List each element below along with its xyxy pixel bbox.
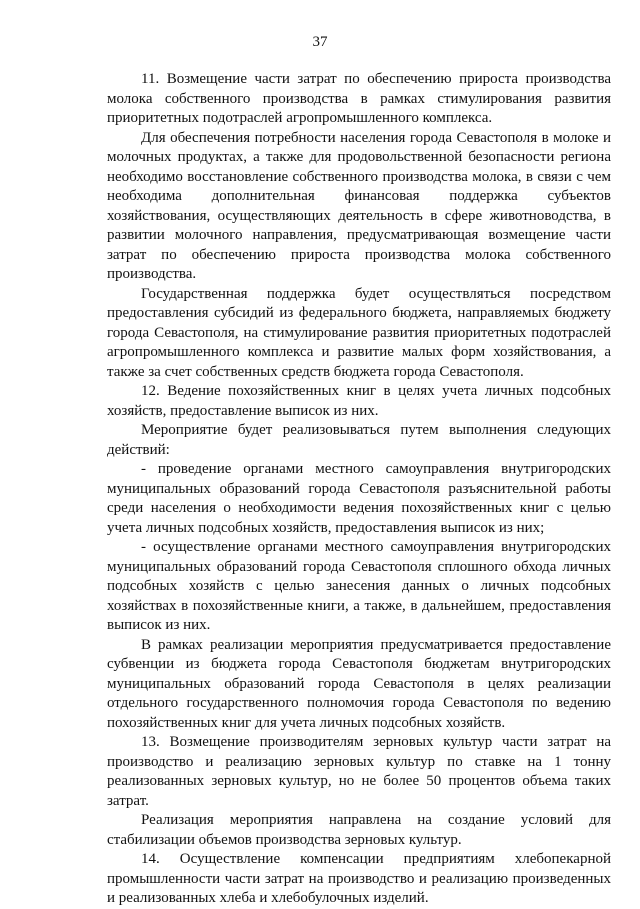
page-number: 37 — [312, 34, 328, 50]
paragraph-action-household-survey: - осуществление органами местного самоуправления внутригородских муниципальных образований города Севастополя сплошного обхода личных подсобных хозяйств с целью занесения данных о личных подсобных хозяйствах в похозяйственные книги, а также, в дальнейшем, предоставления выписок из них. — [107, 539, 611, 633]
document-body — [107, 70, 611, 909]
paragraph-milk-support: Для обеспечения потребности населения города Севастополя в молоке и молочных продуктах, а также для продовольственной безопасности региона необходимо восстановление собственного производства молока, в связи с чем необходима дополнительная финансовая поддержка субъектов хозяйствования, осуществляющих деятельность в сфере животноводства, в развитии молочного направления, предусматривающая возмещение части затрат по обеспечению прироста производства молока собственного производства. — [107, 129, 611, 282]
paragraph-subvention: В рамках реализации мероприятия предусматривается предоставление субвенции из бюджета города Севастополя бюджетам внутригородских муниципальных образований города Севастополя в целях реализации отдельного государственного полномочия города Севастополя по ведению похозяйственных книг для учета личных подсобных хозяйств. — [107, 636, 611, 731]
paragraph-item-14-heading: 14. Осуществление компенсации предприятиям хлебопекарной промышленности части затрат на производство и реализацию произведенных и реализованных хлеба и хлебобулочных изделий. — [107, 851, 611, 906]
paragraph-action-explanatory-work: - проведение органами местного самоуправления внутригородских муниципальных образований города Севастополя разъяснительной работы среди населения о необходимости ведения похозяйственных книг с целью учета личных подсобных хозяйств, предоставления выписок из них; — [107, 461, 611, 536]
paragraph-item-13-heading: 13. Возмещение производителям зерновых культур части затрат на производство и реализацию зерновых культур по ставке на 1 тонну реализованных зерновых культур, но не более 50 процентов объема таких затрат. — [107, 734, 611, 809]
paragraph-actions-intro: Мероприятие будет реализовываться путем выполнения следующих действий: — [107, 422, 611, 458]
paragraph-state-support: Государственная поддержка будет осуществляться посредством предоставления субсидий из федерального бюджета, направляемых бюджету города Севастополя, на стимулирование развития приоритетных подотраслей агропромышленного комплекса и развитие малых форм хозяйствования, а также за счет собственных средств бюджета города Севастополя. — [107, 285, 611, 380]
paragraph-item-12-heading: 12. Ведение похозяйственных книг в целях учета личных подсобных хозяйств, предоставление выписок из них. — [107, 383, 611, 419]
paragraph-grain-stabilization: Реализация мероприятия направлена на создание условий для стабилизации объемов производства зерновых культур. — [107, 812, 611, 848]
paragraph-item-11-heading: 11. Возмещение части затрат по обеспечению прироста производства молока собственного производства в рамках стимулирования развития приоритетных подотраслей агропромышленного комплекса. — [107, 71, 611, 126]
